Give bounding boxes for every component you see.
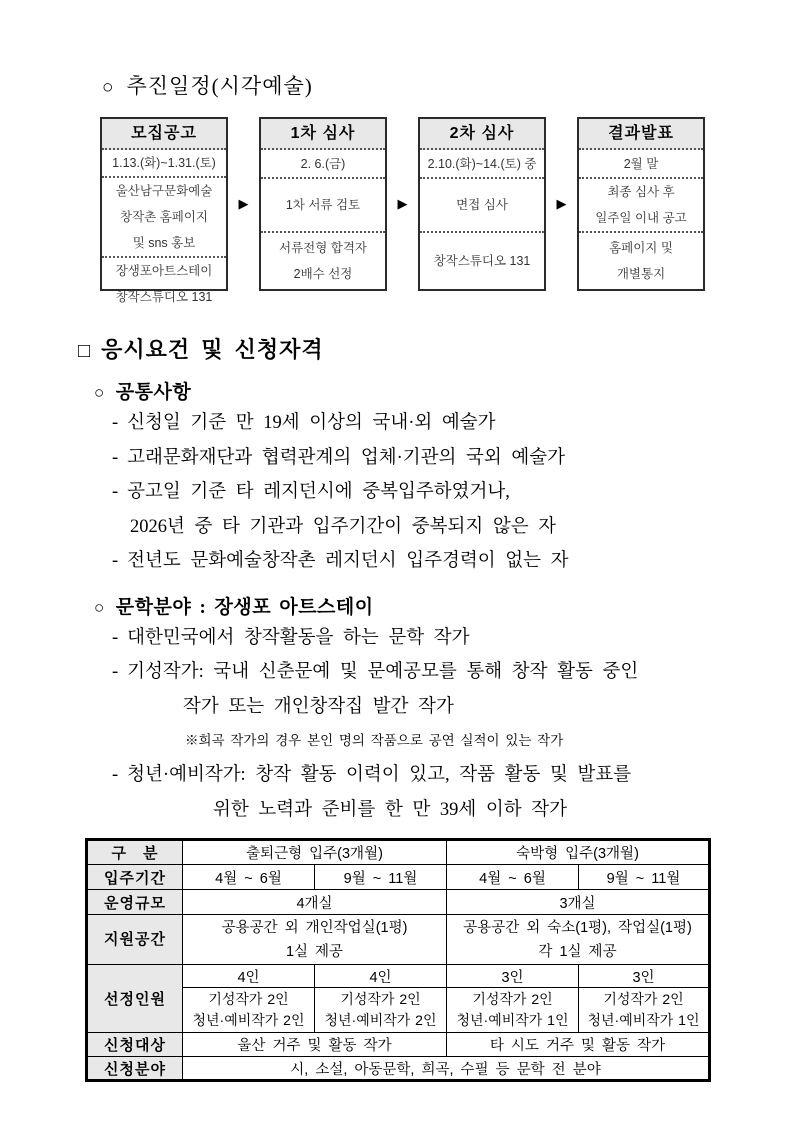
table-row-category [87,840,710,865]
flow-text-line: 및 sns 홍보 [132,236,196,250]
cell-period: 9월 ~ 11월 [315,865,447,890]
cell-detail [579,988,710,1033]
cell-text-line: 청년·예비작가 2인 [324,1012,437,1028]
row-header-scale: 운영규모 [87,890,183,915]
item-text: 작가 또는 개인창작집 발간 작가 [183,696,454,717]
cell-field: 시, 소설, 아동문학, 희곡, 수필 등 문학 전 분야 [183,1057,710,1081]
flow-step-date [102,150,226,178]
common-requirements-heading [94,377,793,404]
cell-text-line: 기성작가 2인 [340,991,421,1007]
item-text: 전년도 문화예술창작촌 레지던시 입주경력이 없는 자 [127,551,569,571]
item-text: 신청일 기준 만 19세 이상의 국내·외 예술가 [127,413,496,433]
requirements-title-text: 응시요건 및 신청자격 [101,337,324,362]
schedule-section-title [102,70,793,100]
row-header-selection: 선정인원 [87,965,183,1033]
item-text: 청년·예비작가: 창작 활동 이력이 있고, 작품 활동 및 발표를 [127,765,632,785]
circle-bullet-icon: ○ [102,77,115,98]
program-table [85,838,711,1082]
flow-step-first-screening [259,117,387,291]
table-row-space [87,915,710,965]
flow-step-place [420,233,544,289]
flow-arrow-icon: ▶ [397,196,408,212]
cell-text-line: 기성작가 2인 [472,991,553,1007]
cell-target: 타 시도 거주 및 활동 작가 [447,1033,710,1057]
row-header-category: 구 분 [87,840,183,865]
item-text: 대한민국에서 창작활동을 하는 문학 작가 [127,627,470,648]
cell-text-line: 기성작가 2인 [603,991,684,1007]
row-header-field: 신청분야 [87,1057,183,1081]
list-item [112,406,793,441]
cell-lodging-type: 숙박형 입주(3개월) [447,840,710,865]
cell-commute-type: 출퇴근형 입주(3개월) [183,840,447,865]
cell-space [447,915,710,965]
cell-target: 울산 거주 및 활동 작가 [183,1033,447,1057]
square-bullet-icon: □ [78,340,92,362]
list-item [112,475,793,510]
item-text: 기성작가: 국내 신춘문예 및 문예공모를 통해 창작 활동 중인 [127,662,639,682]
table-row-scale [87,890,710,915]
dash-bullet: - [112,765,119,785]
flow-step-second-screening [418,117,546,291]
flow-text-line: 1차 서류 검토 [285,198,361,212]
cell-detail [183,988,315,1033]
playwright-note: ※희곡 작가의 경우 본인 명의 작품으로 공연 실적이 있는 작가 [185,733,564,748]
flow-text-line: 창작스튜디오 131 [433,254,531,268]
cell-text-line: 청년·예비작가 1인 [456,1012,569,1028]
list-item-continuation [112,510,793,545]
flow-step-place [102,258,226,310]
flow-step-header: 2차 심사 [420,119,544,150]
cell-period: 4월 ~ 6월 [447,865,579,890]
row-header-space: 지원공간 [87,915,183,965]
flow-arrow-icon: ▶ [556,196,567,212]
cell-count: 3인 [579,965,710,988]
flow-step-method [261,179,385,233]
schedule-title-text: 추진일정(시각예술) [126,74,313,98]
flow-step-method [579,179,703,233]
cell-text-line: 공용공간 외 숙소(1평), 작업실(1평) [463,919,692,936]
flow-text-line: 2월 말 [623,156,659,171]
item-text: 고래문화재단과 협력관계의 업체·기관의 국외 예술가 [127,447,565,468]
list-item [112,655,793,690]
dash-bullet: - [112,662,119,682]
flow-step-recruitment [100,117,228,304]
common-requirements-list [112,406,793,579]
circle-bullet-icon: ○ [94,383,105,402]
flow-step-header: 결과발표 [579,119,703,150]
flow-text-line: 면접 심사 [456,198,508,212]
literature-field-heading [94,592,793,619]
cell-detail [447,988,579,1033]
table-row-selection-counts [87,965,710,988]
flow-text-line: 창작촌 홈페이지 [120,210,208,224]
flow-step-header: 모집공고 [102,119,226,150]
table-row-field [87,1057,710,1081]
cell-scale: 4개실 [183,890,447,915]
flow-step-date [579,150,703,179]
dash-bullet: - [112,551,119,571]
flow-step-header: 1차 심사 [261,119,385,150]
circle-bullet-icon: ○ [94,597,105,617]
cell-scale: 3개실 [447,890,710,915]
item-text: 위한 노력과 준비를 한 만 39세 이하 작가 [213,799,567,820]
flow-text-line: 2. 6.(금) [300,156,346,171]
flow-step-result [261,233,385,289]
dash-bullet: - [112,482,119,502]
cell-text-line: 기성작가 2인 [208,991,289,1007]
list-item-continuation [112,793,793,828]
item-text: 공고일 기준 타 레지던시에 중복입주하였거나, [127,482,510,502]
table-row-target [87,1033,710,1057]
list-item [112,544,793,579]
flow-text-line: 일주일 이내 공고 [595,211,687,225]
flow-text-line: 1.13.(화)~1.31.(토) [112,156,216,170]
cell-count: 4인 [183,965,315,988]
list-item [112,621,793,656]
cell-count: 4인 [315,965,447,988]
flow-text-line: 울산남구문화예술 [115,184,213,198]
list-item [112,441,793,476]
flow-text-line: 개별통지 [616,267,666,281]
row-header-target: 신청대상 [87,1033,183,1057]
cell-text-line: 공용공간 외 개인작업실(1평) [221,919,408,936]
cell-text-line: 청년·예비작가 1인 [587,1012,700,1028]
dash-bullet: - [112,447,119,468]
flow-step-method [102,178,226,258]
requirements-section-heading [78,333,793,364]
list-item-continuation [112,690,793,725]
flow-step-date [420,150,544,179]
cell-text-line: 1실 제공 [285,943,344,960]
flow-step-date [261,150,385,179]
item-text: 2026년 중 타 기관과 입주기간이 중복되지 않은 자 [130,516,557,537]
flow-step-method [420,179,544,233]
flow-text-line: 2배수 선정 [293,267,353,281]
cell-count: 3인 [447,965,579,988]
table-row-period [87,865,710,890]
flow-text-line: 서류전형 합격자 [279,241,367,255]
flow-text-line: 창작스튜디오 131 [115,290,213,304]
cell-text-line: 각 1실 제공 [538,943,617,960]
cell-space [183,915,447,965]
flow-text-line: 장생포아트스테이 [115,264,213,278]
cell-detail [315,988,447,1033]
flow-text-line: 홈페이지 및 [609,241,673,255]
flow-step-notice [579,233,703,289]
flow-step-result-announcement [577,117,705,291]
schedule-flowchart [100,117,793,304]
dash-bullet: - [112,413,119,433]
flow-text-line: 최종 심사 후 [607,185,675,199]
literature-requirements-list [112,621,793,828]
row-header-period: 입주기간 [87,865,183,890]
flow-arrow-icon: ▶ [238,196,249,212]
flow-text-line: 2.10.(화)~14.(토) 중 [427,156,537,171]
literature-title-text: 문학분야 : 장생포 아트스테이 [115,596,374,618]
cell-period: 4월 ~ 6월 [183,865,315,890]
cell-period: 9월 ~ 11월 [579,865,710,890]
dash-bullet: - [112,627,119,648]
list-item [112,758,793,793]
cell-text-line: 청년·예비작가 2인 [192,1012,305,1028]
common-title-text: 공통사항 [115,382,192,403]
